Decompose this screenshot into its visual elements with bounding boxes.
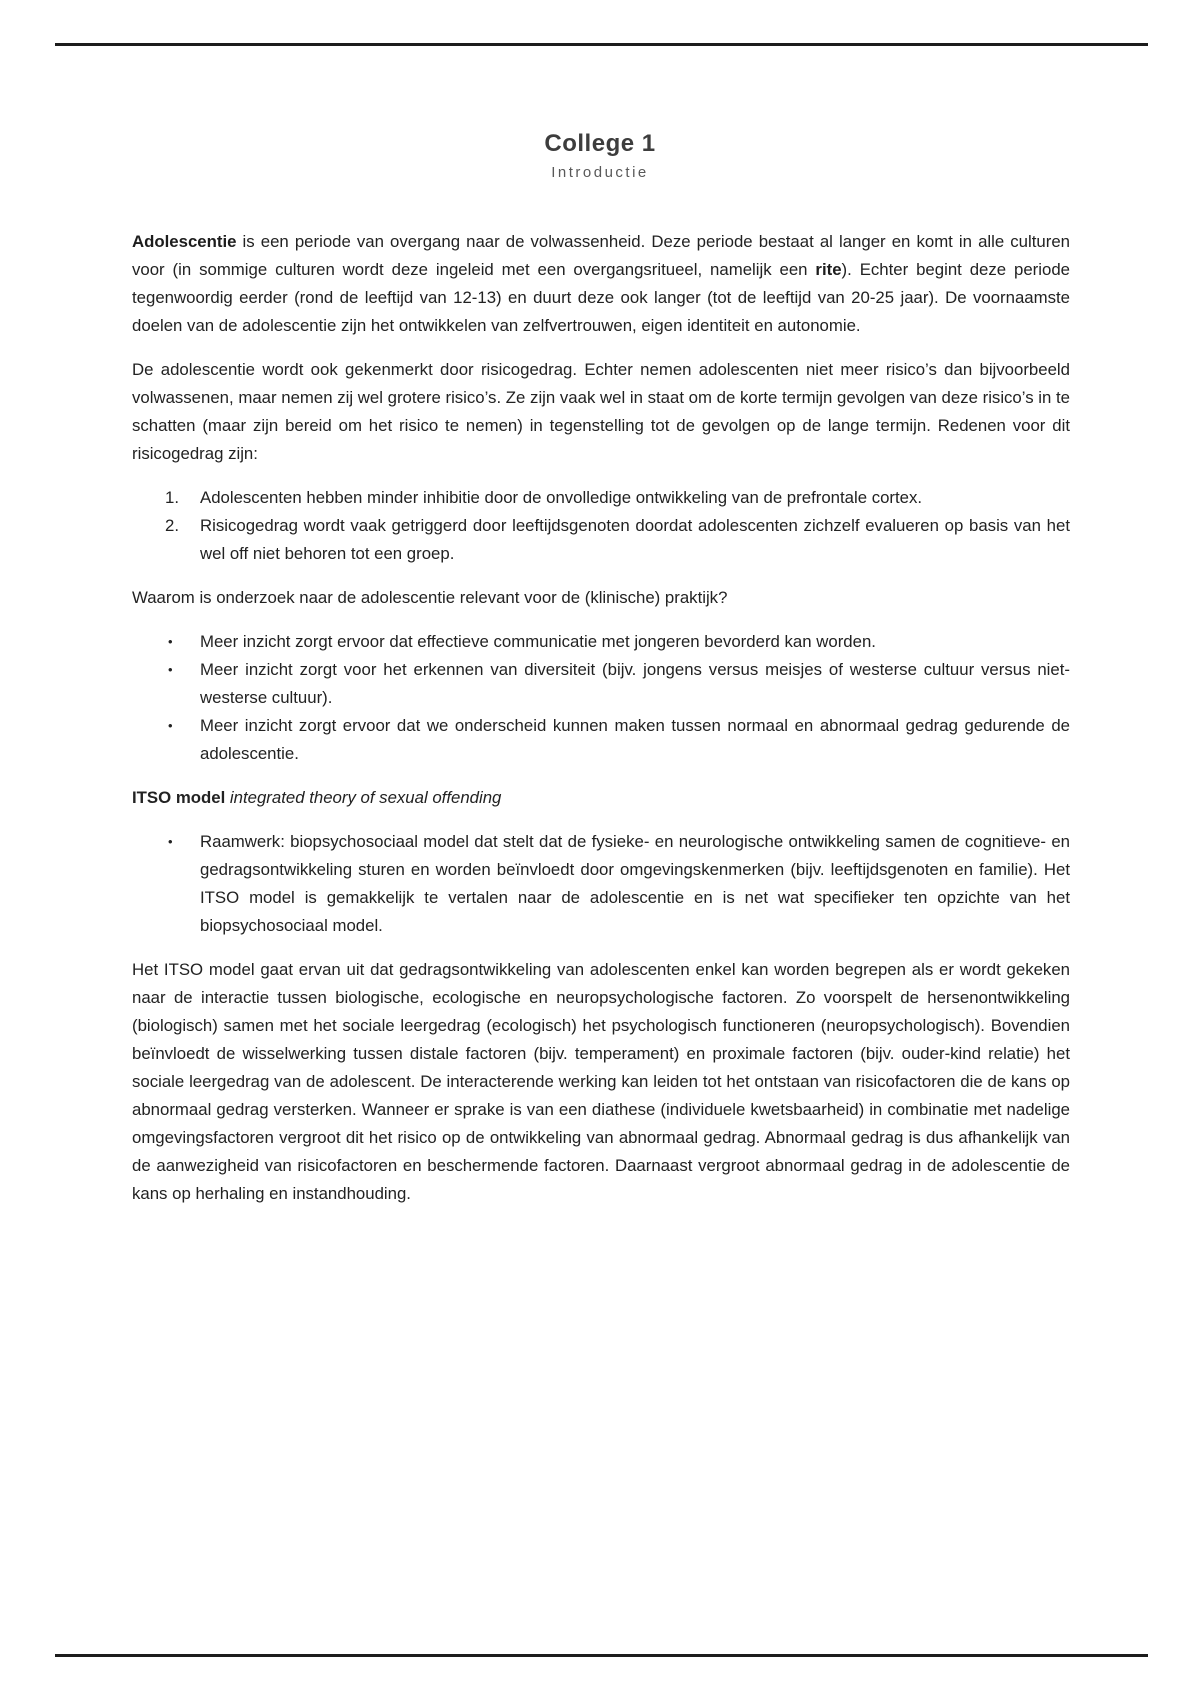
bullet-list-relevantie — [132, 628, 1070, 768]
page-subtitle: Introductie — [551, 164, 649, 181]
paragraph-text: is een periode van overgang naar de volwassenheid. Deze periode bestaat al langer en komt in alle culturen voor (in sommige culturen wordt deze ingeleid met een overgangsritueel, namelijk een — [132, 232, 1070, 279]
itso-heading — [132, 784, 1070, 812]
list-item-text: Meer inzicht zorgt ervoor dat effectieve communicatie met jongeren bevorderd kan worden. — [200, 632, 876, 651]
list-item — [132, 484, 1070, 512]
list-number: 1. — [165, 488, 179, 507]
question-heading: Waarom is onderzoek naar de adolescentie relevant voor de (klinische) praktijk? — [132, 588, 728, 607]
bullet-list-itso — [132, 828, 1070, 940]
list-item-text: Raamwerk: biopsychosociaal model dat stelt dat de fysieke- en neurologische ontwikkeling samen de cognitieve- en gedragsontwikkeling sturen en worden beïnvloedt door omgevingskenmerken (bijv. leeftijdsgenoten en familie). Het ITSO model is gemakkelijk te vertalen naar de adolescentie en is net wat specifieker ten opzichte van het biopsychosociaal model. — [200, 832, 1070, 935]
list-number: 2. — [165, 516, 179, 535]
bold-term-adolescentie: Adolescentie — [132, 232, 237, 251]
itso-heading-bold: ITSO model — [132, 788, 226, 807]
paragraph-adolescentie — [132, 228, 1070, 340]
list-item — [132, 712, 1070, 768]
list-item — [132, 828, 1070, 940]
list-item-text: Meer inzicht zorgt voor het erkennen van diversiteit (bijv. jongens versus meisjes of westerse cultuur versus niet-westerse cultuur). — [200, 660, 1070, 707]
paragraph-text: ). Echter begint deze periode tegenwoordig eerder (rond de leeftijd van 12-13) en duurt deze ook langer (tot de leeftijd van 20-25 jaar). De voornaamste doelen van de adolescentie zijn het ontwikkelen van zelfvertrouwen, eigen identiteit en autonomie. — [132, 260, 1070, 335]
list-item — [132, 656, 1070, 712]
bullet-icon: • — [168, 662, 173, 677]
list-item-text: Risicogedrag wordt vaak getriggerd door leeftijdsgenoten doordat adolescenten zichzelf evalueren op basis van het wel off niet behoren tot een groep. — [200, 516, 1070, 563]
document-body — [132, 228, 1070, 1224]
list-item-text: Adolescenten hebben minder inhibitie door de onvolledige ontwikkeling van de prefrontale cortex. — [200, 488, 923, 507]
title-block — [0, 130, 1200, 181]
list-item — [132, 628, 1070, 656]
bullet-icon: • — [168, 634, 173, 649]
bullet-icon: • — [168, 834, 173, 849]
list-item-text: Meer inzicht zorgt ervoor dat we onderscheid kunnen maken tussen normaal en abnormaal gedrag gedurende de adolescentie. — [200, 716, 1070, 763]
top-divider-rule — [55, 43, 1148, 46]
bullet-icon: • — [168, 718, 173, 733]
numbered-list-risicogedrag — [132, 484, 1070, 568]
bold-term-rite: rite — [815, 260, 842, 279]
itso-heading-italic: integrated theory of sexual offending — [225, 788, 502, 807]
paragraph-risicogedrag: De adolescentie wordt ook gekenmerkt door risicogedrag. Echter nemen adolescenten niet meer risico’s dan bijvoorbeeld volwassenen, maar nemen zij wel grotere risico’s. Ze zijn vaak wel in staat om de korte termijn gevolgen van deze risico’s in te schatten (maar zijn bereid om het risico te nemen) in tegenstelling tot de gevolgen op de lange termijn. Redenen voor dit risicogedrag zijn: — [132, 360, 1070, 463]
list-item — [132, 512, 1070, 568]
page-title: College 1 — [544, 130, 656, 157]
paragraph-itso-uitleg: Het ITSO model gaat ervan uit dat gedragsontwikkeling van adolescenten enkel kan worden begrepen als er wordt gekeken naar de interactie tussen biologische, ecologische en neuropsychologische factoren. Zo voorspelt de hersenontwikkeling (biologisch) samen met het sociale leergedrag (ecologisch) het psychologisch functioneren (neuropsychologisch). Bovendien beïnvloedt de wisselwerking tussen distale factoren (bijv. temperament) en proximale factoren (bijv. ouder-kind relatie) het sociale leergedrag van de adolescent. De interacterende werking kan leiden tot het ontstaan van risicofactoren die de kans op abnormaal gedrag versterken. Wanneer er sprake is van een diathese (individuele kwetsbaarheid) in combinatie met nadelige omgevingsfactoren vergroot dit het risico op de ontwikkeling van abnormaal gedrag. Abnormaal gedrag is dus afhankelijk van de aanwezigheid van risicofactoren en beschermende factoren. Daarnaast vergroot abnormaal gedrag in de adolescentie de kans op herhaling en instandhouding. — [132, 960, 1070, 1203]
bottom-divider-rule — [55, 1654, 1148, 1657]
